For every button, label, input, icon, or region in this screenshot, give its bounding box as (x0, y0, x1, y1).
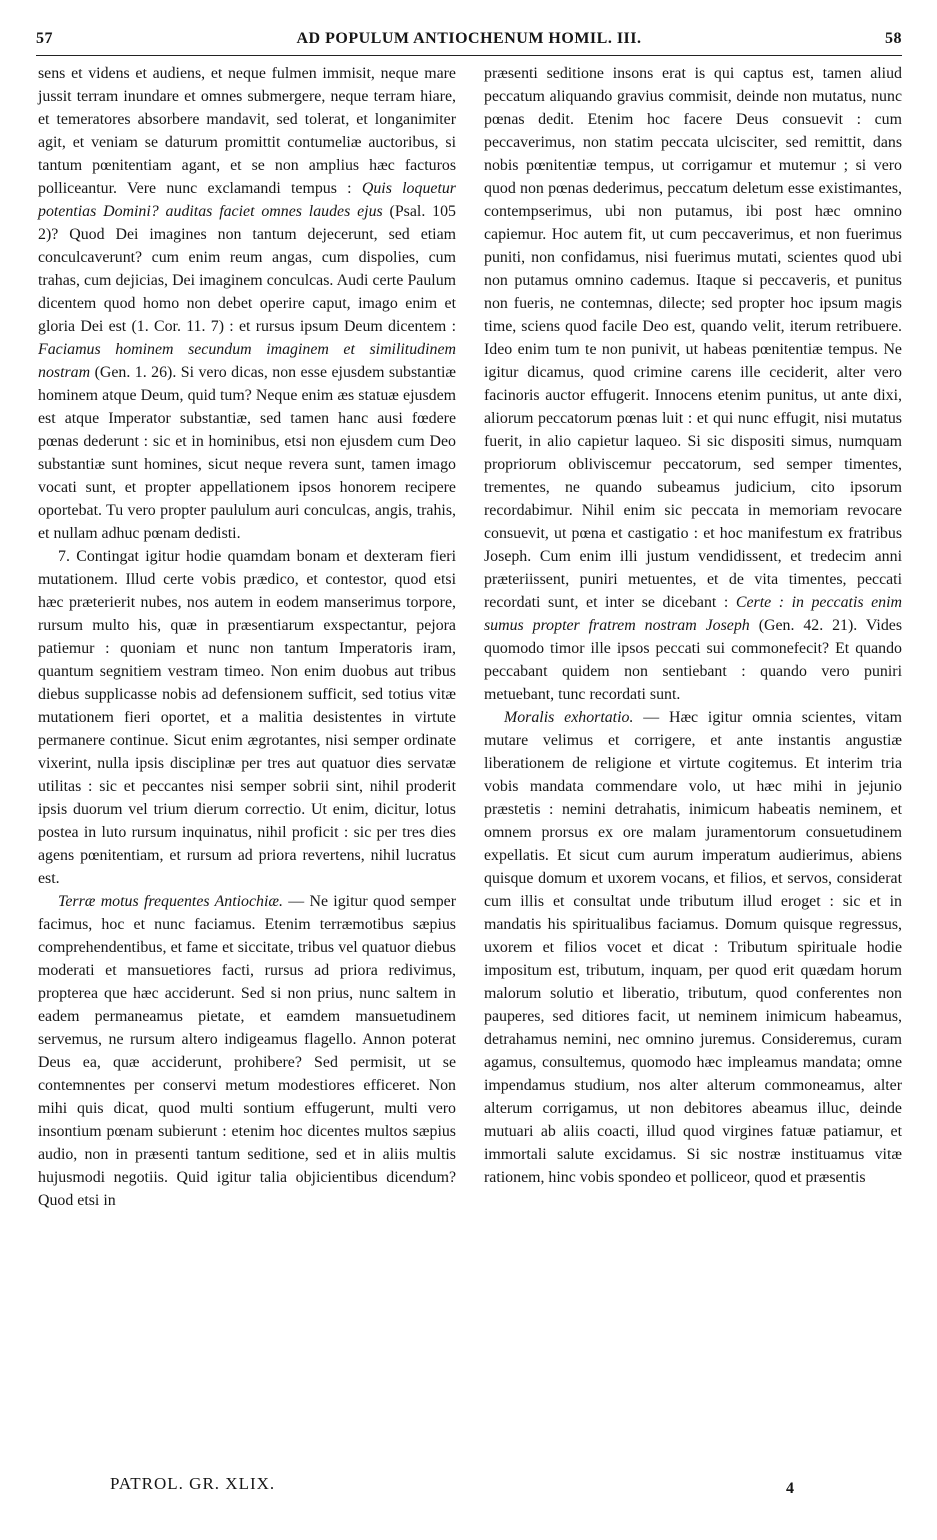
left-p1-quote: Quis loquetur potentias Domini? auditas faciet omnes laudes ejus (38, 180, 456, 220)
right-p1-text-b: Vides quomodo timor ille ipsos peccati sui commonefecit? Et quando peccabant quidem non sentiebant : quando vero puniri metuebant, tunc recordati sunt. (484, 617, 903, 703)
footer-sheet-number: 4 (786, 1480, 794, 1497)
left-p1-ref: (Psal. 105 2)? (38, 203, 456, 243)
right-paragraph-2 (484, 706, 902, 1189)
running-header (36, 30, 902, 56)
left-p1-text-c: Si vero dicas, non esse ejusdem substantiæ hominem atque Deum, quid tum? Neque enim æs statuæ ejusdem est atque Imperator substantiæ, sed tamen hanc ausi fœdere pœnas dederunt : sic et in hominibus, etsi non ejusdem cum Deo substantiæ sunt homines, sicut neque revera sunt, tamen imago vocati sunt, et propter appellationem ipsos honorem recipere oportebat. Tu vero propter paululum auri conculcas, angis, trahis, et nullam adhuc pœnam dedisti. (38, 364, 456, 542)
right-section-heading: Moralis exhortatio. (504, 709, 634, 726)
page-number-left: 57 (36, 30, 53, 47)
running-title: AD POPULUM ANTIOCHENUM HOMIL. III. (296, 30, 642, 47)
right-p1-text: præsenti seditione insons erat is qui captus est, tamen aliud peccatum aliquando gravius commisit, deinde non mutatus, nunc pœnas dedit. Etenim hoc facere Deus consuevit : cum peccaverimus, non statim peccata ulcisciter, sed remittit, dans nobis pœnitentiæ tempus, ut corrigamur et mutemur ; si vero quod non pœnas dederimus, peccatum deletum esse existimantes, contempserimus, ubi non putamus, ibi post hæc omnino capiemur. Hoc autem fit, ut cum peccaverimus, et non fuerimus puniti, non confidamus, nisi fuerimus mutati, scientes quod ubi non putamus omnino cademus. Itaque si peccaveris, et punitus non fueris, ne contemnas, dilecte; sed propter hoc ipsum magis time, sciens quod facile Deo est, quando velit, iterum retribuere. Ideo enim tum te non punivit, ut habeas pœnitentiæ tempus. Ne igitur dicamus, quod crimine carens ille ceciderit, alter vero facinoris auctor effugerit. Innocens etenim punitus, ut ante dixi, aliorum peccatorum pœnas luit : et qui nunc effugit, nisi mutatus fuerit, in alio capietur laqueo. Si sic dispositi simus, numquam propriorum obliviscemur peccatorum, sed semper timentes, trementes, ne quando subeamus judicium, cito ipsorum recordabimur. Nihil enim sic peccata in memoriam revocare consuevit, ut pœna et castigatio : et hoc manifestum ex fratribus Joseph. Cum enim illi justum vendidissent, et tredecim anni præteriissent, puniri metuentes, et de vita timentes, peccati recordati sunt, et inter se dicebant : (484, 65, 902, 611)
left-p1-ref-2: (Gen. 1. 26). (94, 364, 177, 381)
left-paragraph-3 (38, 890, 456, 1212)
left-paragraph-1 (38, 62, 456, 545)
right-p1-ref: (Gen. 42. 21). (758, 617, 858, 634)
page-number-right: 58 (885, 30, 902, 47)
header-rule (36, 55, 902, 56)
left-p3-text: — Ne igitur quod semper facimus, hoc et nunc faciamus. Etenim terræmotibus sæpius comprehendentibus, et fame et siccitate, tribus vel quatuor diebus moderati et mansuetiores facti, rursus ad priora redivimus, propterea que hæc acciderunt. Sed si non prius, nunc saltem in eadem permaneamus pietate, et eamdem mansuetudinem servemus, ne rursum altero indigeamus flagello. Annon poterat Deus ea, quæ acciderunt, prohibere? Sed permisit, ut se contemnentes per conservi metum modestiores efficeret. Non mihi quis dicat, quod multi sontium effugerunt, multi vero insontium pœnam subierunt : etenim hoc dicentes multos sæpius audio, non in præsenti tantum seditione, sed et in aliis multis hujusmodi negotiis. Quid igitur talia objicientibus dicendum? Quod etsi in (38, 893, 456, 1209)
left-column (38, 62, 456, 1212)
right-p2-text: — Hæc igitur omnia scientes, vitam mutare velimus et corrigere, et ante instantis angustiæ liberationem de religione et virtute cogitemus. Et interim tria vobis mandata commendare volo, ut hæc mihi in jejunio præstetis : nemini detrahatis, inimicum habeatis neminem, et omnem prorsus ex ore malam juramentorum consuetudinem expellatis. Et sicut cum aurum imperatum audierimus, abiens quisque domum et uxorem vocans, et filios, et servos, considerat cum illis et consultat unde tributum illud eroget : sic et in mandatis his spiritualibus faciamus. Domum quisque regressus, uxorem et filios vocet et dicat : Tributum spirituale hodie impositum est, tributum, inquam, per quod erit quædam horum malorum solutio et liberatio, tributum, quod conferentes non pauperes, sed ditiores facit, ut neminem inimicum habeamus, detrahamus nemini, nec omnino juremus. Consideremus, curam agamus, consultemus, quomodo hæc impleamus mandata; omne impendamus studium, nos alter alterum commoneamus, alter alterum corrigamus, ut non debitores abeamus illuc, deinde mutuari ab aliis coacti, illud quod virgines fatuæ patiamur, et immortali salute excidamus. Si sic nostræ instituamus vitæ rationem, hinc vobis spondeo et polliceor, quod et præsentis (484, 709, 902, 1186)
right-column (484, 62, 902, 1189)
left-p1-text-b: Quod Dei imagines non tantum dejecerunt, sed etiam conculcaverunt? cum enim reum angas, cum dispolies, cum trahas, cum dejicias, Dei imaginem conculcas. Audi certe Paulum dicentem quod homo non debet operire caput, imago enim et gloria Dei est (1. Cor. 11. 7) : et rursus ipsum Deum dicentem : (38, 226, 456, 335)
left-p1-quote-2: Faciamus hominem secundum imaginem et similitudinem nostram (38, 341, 456, 381)
left-paragraph-2: 7. Contingat igitur hodie quamdam bonam et dexteram fieri mutationem. Illud certe vobis prædico, et contestor, quod etsi hæc præterierit nubes, nos autem in eodem manserimus torpore, rursum multo his, quæ in præsentiarum exspectantur, pejora patiemur : quoniam et nunc non tantum Imperatoris iram, quantum segnitiem vestram timeo. Non enim duobus aut tribus diebus supplicasse nobis ad defensionem sufficit, sed totius vitæ mutationem fieri oportet, et a malitia desistentes in virtute permanere continue. Sicut enim ægrotantes, nisi semper ordinate vixerint, nulla ipsis disciplinæ per tres aut quatuor dies servatæ utilitas : sic et peccantes nisi semper sobrii sint, nihil proderit ipsis duorum vel trium dierum correctio. Ut enim, dicitur, lotus postea in luto rursum inquinatus, nihil proficit : sic per tres dies agens pœnitentiam, et rursum ad priora revertens, nihil lucratus est. (38, 548, 456, 887)
left-p1-text: sens et videns et audiens, et neque fulmen immisit, neque mare jussit terram inundare et omnes submergere, neque terram hiare, et temeratores absorbere mandavit, sed tolerat, et longanimiter agit, et veniam se daturum promittit contumeliæ auctoribus, si tantum pœnitentiam agant, et se non amplius hæc facturos polliceantur. Vere nunc exclamandi tempus : (38, 65, 456, 197)
left-section-heading: Terræ motus frequentes Antiochiæ. (58, 893, 283, 910)
right-paragraph-1 (484, 62, 902, 706)
footer-signature: PATROL. GR. XLIX. (110, 1474, 276, 1493)
right-p1-quote: Certe : in peccatis enim sumus propter fratrem nostram Joseph (484, 594, 902, 634)
